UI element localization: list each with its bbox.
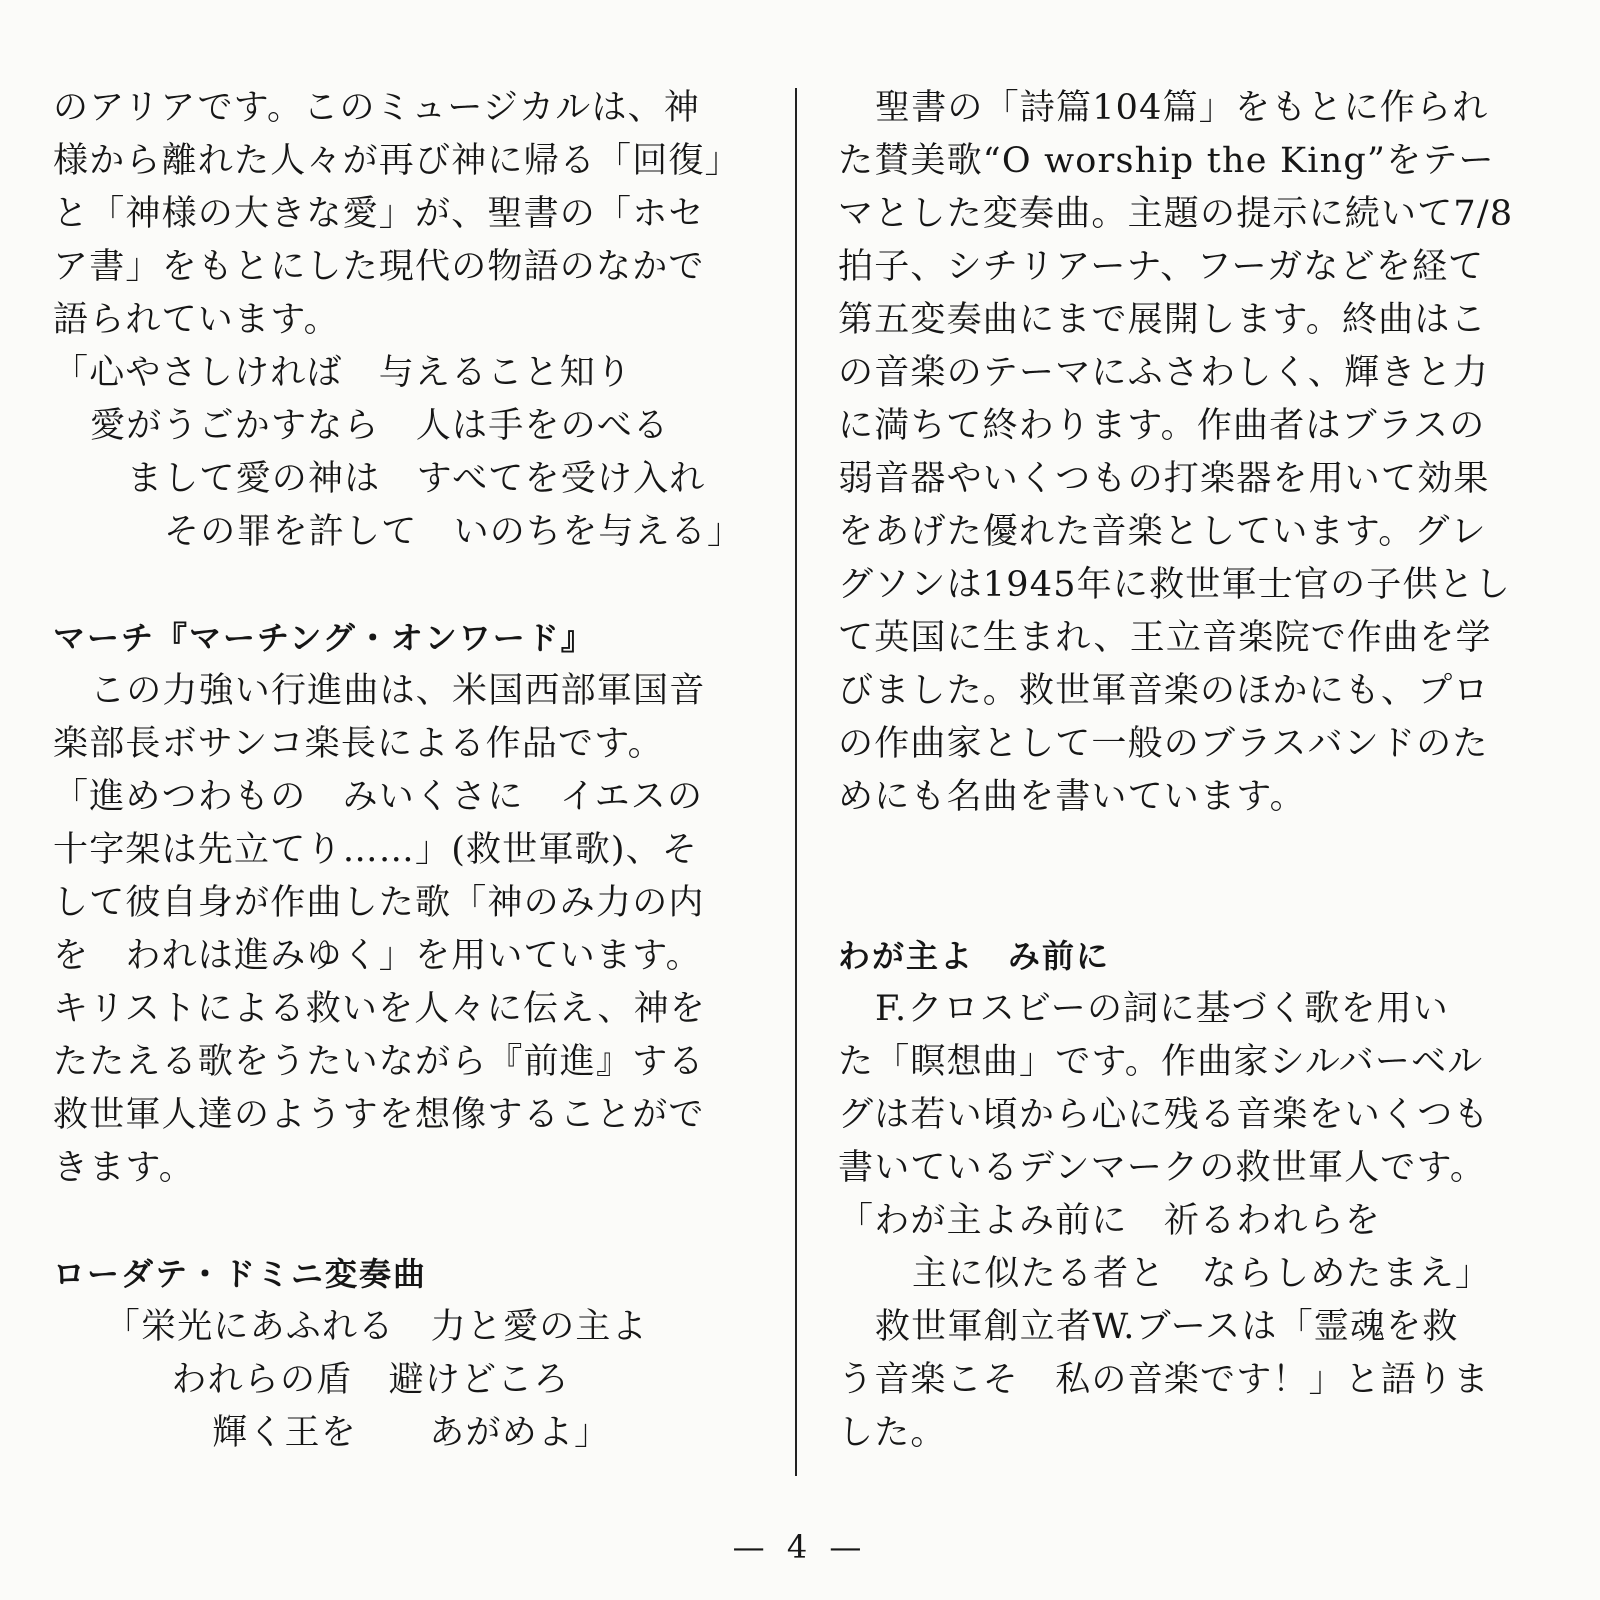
text-line: に満ちて終わります。作曲者はブラスの	[838, 406, 1486, 446]
blank-line	[53, 1195, 763, 1248]
text-line: の作曲家として一般のブラスバンドのた	[838, 724, 1489, 764]
section-heading: ローダテ・ドミニ変奏曲	[53, 1255, 428, 1293]
text-line: た賛美歌“O worship the King”をテー	[838, 141, 1495, 181]
text-line: 主に似たる者と ならしめたまえ」	[912, 1254, 1492, 1294]
text-line: た「瞑想曲」です。作曲家シルバーベル	[838, 1042, 1484, 1082]
text-line: 十字架は先立てり……」(救世軍歌)、そ	[53, 830, 699, 870]
text-line: ア書」をもとにした現代の物語のなかで	[53, 247, 705, 287]
section-heading: わが主よ み前に	[838, 937, 1111, 975]
text-line: した。	[838, 1413, 947, 1453]
text-line: 様から離れた人々が再び神に帰る「回復」	[53, 141, 741, 181]
text-line: う音楽こそ 私の音楽です！」と語りま	[838, 1360, 1490, 1400]
blank-line	[838, 824, 1548, 877]
text-line: 輝く王を あがめよ」	[212, 1413, 611, 1453]
text-line: めにも名曲を書いています。	[838, 777, 1306, 817]
text-line: マとした変奏曲。主題の提示に続いて7/8	[838, 194, 1514, 234]
text-line: 「進めつわもの みいくさに イエスの	[53, 777, 704, 817]
right-text-column	[838, 82, 1548, 1460]
text-line: われらの盾 避けどころ	[171, 1360, 570, 1400]
text-line: 「心やさしければ 与えること知り	[53, 353, 633, 393]
text-line: の音楽のテーマにふさわしく、輝きと力	[838, 353, 1489, 393]
text-line: をあげた優れた音楽としています。グレ	[838, 512, 1487, 552]
text-line: 「栄光にあふれる 力と愛の主よ	[104, 1307, 648, 1347]
text-line: を われは進みゆく」を用いています。	[53, 936, 702, 976]
blank-line	[838, 877, 1548, 930]
text-line: 書いているデンマークの救世軍人です。	[838, 1148, 1487, 1188]
text-line: その罪を許して いのちを与える」	[164, 512, 744, 552]
text-line: まして愛の神は すべてを受け入れ	[127, 459, 706, 499]
text-line: 楽部長ボサンコ楽長による作品です。	[53, 724, 664, 764]
text-line: きます。	[53, 1148, 196, 1188]
text-line: して彼自身が作曲した歌「神のみ力の内	[53, 883, 705, 923]
text-line: 「わが主よみ前に 祈るわれらを	[838, 1201, 1382, 1241]
text-line: 語られています。	[53, 300, 340, 340]
text-line: のアリアです。このミュージカルは、神	[53, 88, 701, 128]
text-line: 愛がうごかすなら 人は手をのべる	[90, 406, 670, 446]
text-line: 聖書の「詩篇104篇」をもとに作られ	[875, 88, 1489, 128]
text-line: びました。救世軍音楽のほかにも、プロ	[838, 671, 1490, 711]
text-line: て英国に生まれ、王立音楽院で作曲を学	[838, 618, 1492, 658]
text-line: 救世軍創立者W.ブースは「霊魂を救	[875, 1307, 1459, 1347]
text-line: と「神様の大きな愛」が、聖書の「ホセ	[53, 194, 705, 234]
text-line: キリストによる救いを人々に伝え、神を	[53, 989, 707, 1029]
text-line: 第五変奏曲にまで展開します。終曲はこ	[838, 300, 1487, 340]
text-line: 拍子、シチリアーナ、フーガなどを経て	[838, 247, 1485, 287]
left-text-column	[53, 82, 763, 1460]
text-line: 弱音器やいくつもの打楽器を用いて効果	[838, 459, 1490, 499]
text-line: たたえる歌をうたいながら『前進』する	[53, 1042, 705, 1082]
page-number: — 4 —	[732, 1528, 868, 1566]
text-line: この力強い行進曲は、米国西部軍国音	[90, 671, 706, 711]
section-heading: マーチ『マーチング・オンワード』	[53, 619, 595, 657]
text-line: 救世軍人達のようすを想像することがで	[53, 1095, 705, 1135]
text-line: グは若い頃から心に残る音楽をいくつも	[838, 1095, 1490, 1135]
blank-line	[53, 559, 763, 612]
text-line: F.クロスビーの詞に基づく歌を用い	[875, 989, 1449, 1029]
column-divider	[795, 88, 797, 1476]
text-line: グソンは1945年に救世軍士官の子供とし	[838, 565, 1512, 605]
